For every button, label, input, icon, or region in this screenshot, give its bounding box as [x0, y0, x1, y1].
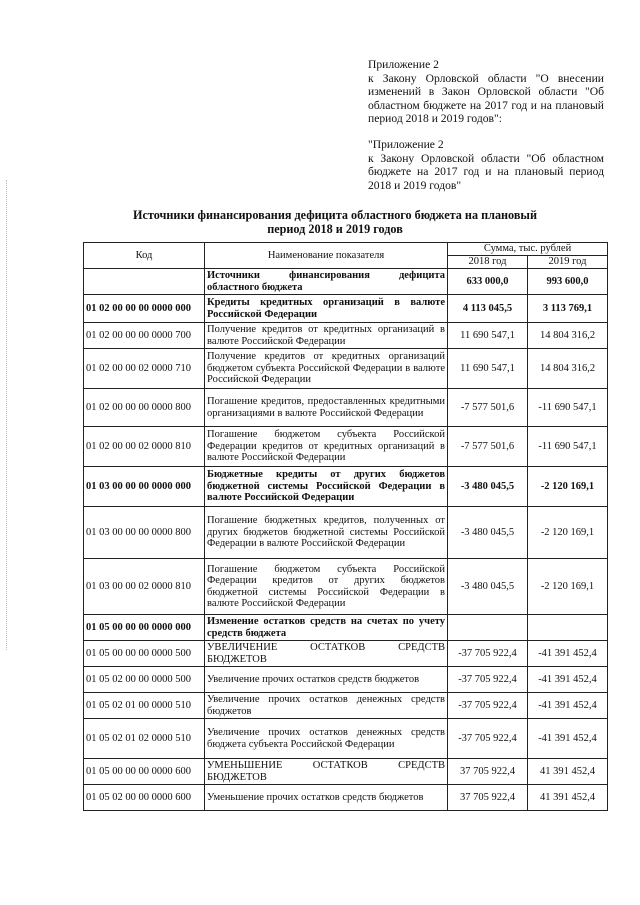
- row-code: 01 05 00 00 00 0000 500: [84, 641, 205, 667]
- row-code: 01 05 02 01 02 0000 510: [84, 719, 205, 759]
- row-2018: -3 480 045,5: [448, 559, 528, 615]
- table-row: [84, 641, 608, 667]
- table-row: [84, 719, 608, 759]
- scan-edge-marks: [6, 180, 8, 650]
- row-code: 01 03 00 00 00 0000 800: [84, 507, 205, 559]
- row-2019: -2 120 169,1: [528, 467, 608, 507]
- table-row: [84, 615, 608, 641]
- header-code: Код: [84, 243, 205, 269]
- row-2018: 11 690 547,1: [448, 349, 528, 389]
- row-2019: -2 120 169,1: [528, 559, 608, 615]
- table-row: [84, 467, 608, 507]
- row-name: Увеличение прочих остатков средств бюджетов: [205, 667, 448, 693]
- row-name: Бюджетные кредиты от других бюджетов бюджетной системы Российской Федерации в валюте Российской Федерации: [205, 467, 448, 507]
- table-row: [84, 389, 608, 427]
- row-code: 01 03 00 00 00 0000 000: [84, 467, 205, 507]
- row-2018: -7 577 501,6: [448, 389, 528, 427]
- row-name: Погашение бюджетом субъекта Российской Федерации кредитов от других бюджетов бюджетной системы Российской Федерации в валюте Российской Федерации: [205, 559, 448, 615]
- row-2019: -41 391 452,4: [528, 641, 608, 667]
- row-2018: 4 113 045,5: [448, 295, 528, 323]
- header-2019: 2019 год: [528, 256, 608, 269]
- table-row: [84, 295, 608, 323]
- appendix-line-2: к Закону Орловской области "О внесении изменений в Закон Орловской области "Об областном бюджете на 2017 год и на плановый период 2018 и 2019 годов":: [368, 71, 604, 126]
- row-code: 01 02 00 00 02 0000 710: [84, 349, 205, 389]
- row-name: УМЕНЬШЕНИЕ ОСТАТКОВ СРЕДСТВ БЮДЖЕТОВ: [205, 759, 448, 785]
- row-2018: 37 705 922,4: [448, 785, 528, 811]
- table-row: [84, 759, 608, 785]
- appendix-line-1: Приложение 2: [368, 58, 439, 71]
- document-title: [100, 208, 570, 236]
- row-2019: -11 690 547,1: [528, 389, 608, 427]
- header-sum: Сумма, тыс. рублей: [448, 243, 608, 256]
- row-name: Погашение бюджетных кредитов, полученных от других бюджетов бюджетной системы Российской Федерации в валюте Российской Федерации: [205, 507, 448, 559]
- row-2019: 993 600,0: [528, 269, 608, 295]
- row-name: Источники финансирования дефицита областного бюджета: [205, 269, 448, 295]
- row-2018: -37 705 922,4: [448, 693, 528, 719]
- row-name: Изменение остатков средств на счетах по учету средств бюджета: [205, 615, 448, 641]
- row-2018: 11 690 547,1: [448, 323, 528, 349]
- row-2019: 41 391 452,4: [528, 759, 608, 785]
- title-line-1: Источники финансирования дефицита областного бюджета на плановый: [133, 208, 537, 222]
- row-2018: -3 480 045,5: [448, 467, 528, 507]
- appendix-header: [368, 58, 604, 192]
- row-2019: -41 391 452,4: [528, 719, 608, 759]
- row-code: [84, 269, 205, 295]
- row-code: 01 05 02 01 00 0000 510: [84, 693, 205, 719]
- table-row: [84, 427, 608, 467]
- table-row: [84, 693, 608, 719]
- row-2018: [448, 615, 528, 641]
- row-2019: -11 690 547,1: [528, 427, 608, 467]
- row-code: 01 02 00 00 00 0000 000: [84, 295, 205, 323]
- row-name: Увеличение прочих остатков денежных средств бюджета субъекта Российской Федерации: [205, 719, 448, 759]
- appendix-line-3: "Приложение 2: [368, 137, 444, 151]
- header-name: Наименование показателя: [205, 243, 448, 269]
- row-2019: -41 391 452,4: [528, 667, 608, 693]
- row-2018: 37 705 922,4: [448, 759, 528, 785]
- title-line-2: период 2018 и 2019 годов: [267, 222, 403, 236]
- row-2018: -3 480 045,5: [448, 507, 528, 559]
- row-2019: 14 804 316,2: [528, 323, 608, 349]
- row-name: Погашение бюджетом субъекта Российской Федерации кредитов от кредитных организаций в валюте Российской Федерации: [205, 427, 448, 467]
- table-row: [84, 667, 608, 693]
- row-code: 01 02 00 00 00 0000 700: [84, 323, 205, 349]
- row-name: Получение кредитов от кредитных организаций в валюте Российской Федерации: [205, 323, 448, 349]
- row-2018: -37 705 922,4: [448, 641, 528, 667]
- row-2019: -41 391 452,4: [528, 693, 608, 719]
- row-code: 01 05 00 00 00 0000 000: [84, 615, 205, 641]
- table-row: [84, 785, 608, 811]
- row-2019: -2 120 169,1: [528, 507, 608, 559]
- row-name: Уменьшение прочих остатков средств бюджетов: [205, 785, 448, 811]
- table-row: [84, 269, 608, 295]
- row-2018: -37 705 922,4: [448, 667, 528, 693]
- row-name: УВЕЛИЧЕНИЕ ОСТАТКОВ СРЕДСТВ БЮДЖЕТОВ: [205, 641, 448, 667]
- row-2018: 633 000,0: [448, 269, 528, 295]
- table-row: [84, 559, 608, 615]
- table-row: [84, 323, 608, 349]
- row-code: 01 02 00 00 00 0000 800: [84, 389, 205, 427]
- table-row: [84, 349, 608, 389]
- appendix-line-4: к Закону Орловской области "Об областном бюджете на 2017 год и на плановый период 2018 и 2019 годов": [368, 151, 604, 192]
- row-2019: 41 391 452,4: [528, 785, 608, 811]
- row-2019: [528, 615, 608, 641]
- row-code: 01 02 00 00 02 0000 810: [84, 427, 205, 467]
- row-name: Получение кредитов от кредитных организаций бюджетом субъекта Российской Федерации в валюте Российской Федерации: [205, 349, 448, 389]
- table-row: [84, 507, 608, 559]
- row-name: Увеличение прочих остатков денежных средств бюджетов: [205, 693, 448, 719]
- header-2018: 2018 год: [448, 256, 528, 269]
- row-2019: 3 113 769,1: [528, 295, 608, 323]
- row-2018: -7 577 501,6: [448, 427, 528, 467]
- row-code: 01 05 02 00 00 0000 500: [84, 667, 205, 693]
- row-code: 01 05 00 00 00 0000 600: [84, 759, 205, 785]
- row-name: Кредиты кредитных организаций в валюте Российской Федерации: [205, 295, 448, 323]
- row-name: Погашение кредитов, предоставленных кредитными организациями в валюте Российской Федерации: [205, 389, 448, 427]
- row-code: 01 05 02 00 00 0000 600: [84, 785, 205, 811]
- row-2019: 14 804 316,2: [528, 349, 608, 389]
- row-code: 01 03 00 00 02 0000 810: [84, 559, 205, 615]
- financing-sources-table: [83, 242, 608, 811]
- row-2018: -37 705 922,4: [448, 719, 528, 759]
